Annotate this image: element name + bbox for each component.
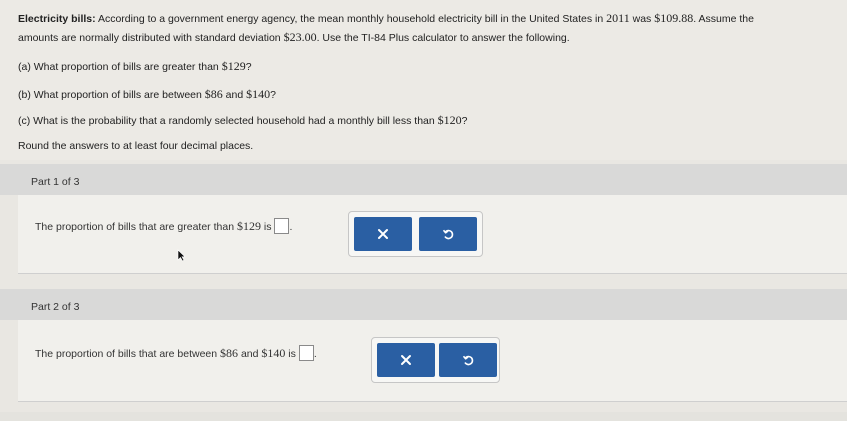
statement-value: $140 [261, 346, 286, 360]
x-icon [377, 228, 389, 240]
part-1-statement [35, 218, 292, 234]
question-text: (a) What proportion of bills are greater than [18, 61, 222, 73]
question-text: (c) What is the probability that a randomly selected household had a monthly bill less than [18, 115, 438, 127]
x-icon [400, 354, 412, 366]
part-1-label: Part 1 of 3 [31, 176, 80, 188]
part-1-body [18, 195, 847, 274]
problem-intro-line2 [18, 31, 570, 44]
sd-value: $23.00 [283, 30, 317, 44]
question-text: (b) What proportion of bills are between [18, 89, 205, 101]
part-2-clear-button[interactable] [377, 343, 435, 377]
question-b [18, 88, 276, 101]
intro-text: According to a government energy agency, the mean monthly household electricity bill in the United States in [97, 13, 607, 25]
part-2-label: Part 2 of 3 [31, 301, 80, 313]
statement-text: and [238, 348, 262, 360]
undo-icon [442, 228, 454, 240]
part-2-answer-input[interactable] [299, 345, 314, 361]
part-2-header [0, 289, 847, 320]
mouse-cursor-icon [177, 249, 186, 262]
statement-text: The proportion of bills that are greater than [35, 221, 237, 233]
question-a [18, 60, 252, 73]
part-1-header [0, 164, 847, 195]
part-2-statement [35, 345, 317, 361]
problem-title: Electricity bills: [18, 13, 96, 25]
part-1-button-group [348, 211, 483, 257]
intro-text: . Assume the [693, 13, 754, 25]
period-text: . [313, 348, 317, 360]
part-2-undo-button[interactable] [439, 343, 497, 377]
question-text: ? [270, 89, 276, 101]
mean-value: $109.88 [654, 11, 694, 25]
part-1-answer-input[interactable] [274, 218, 289, 234]
question-c [18, 114, 468, 127]
part-2-body [18, 320, 847, 402]
question-value: $120 [437, 113, 462, 127]
part-1-undo-button[interactable] [419, 217, 477, 251]
statement-value: $129 [236, 219, 261, 233]
intro-text: amounts are normally distributed with standard deviation [18, 32, 284, 44]
part-1-clear-button[interactable] [354, 217, 412, 251]
undo-icon [462, 354, 474, 366]
question-value: $140 [246, 87, 271, 101]
question-text: ? [461, 115, 468, 127]
year-value: 2011 [606, 11, 630, 25]
statement-text: is [285, 348, 296, 360]
question-value: $129 [221, 59, 246, 73]
question-value: $86 [204, 87, 223, 101]
problem-intro-line1 [18, 12, 754, 25]
intro-text: . Use the TI-84 Plus calculator to answer the following. [316, 32, 570, 44]
part-2-button-group [371, 337, 500, 383]
statement-value: $86 [220, 346, 239, 360]
rounding-instruction: Round the answers to at least four decimal places. [18, 140, 254, 152]
period-text: . [289, 221, 293, 233]
statement-text: is [260, 221, 272, 233]
statement-text: The proportion of bills that are between [35, 348, 221, 360]
question-text: and [222, 89, 247, 101]
intro-text: was [629, 13, 655, 25]
bottom-divider [0, 412, 847, 421]
problem-statement [0, 0, 847, 160]
question-text: ? [245, 61, 252, 73]
